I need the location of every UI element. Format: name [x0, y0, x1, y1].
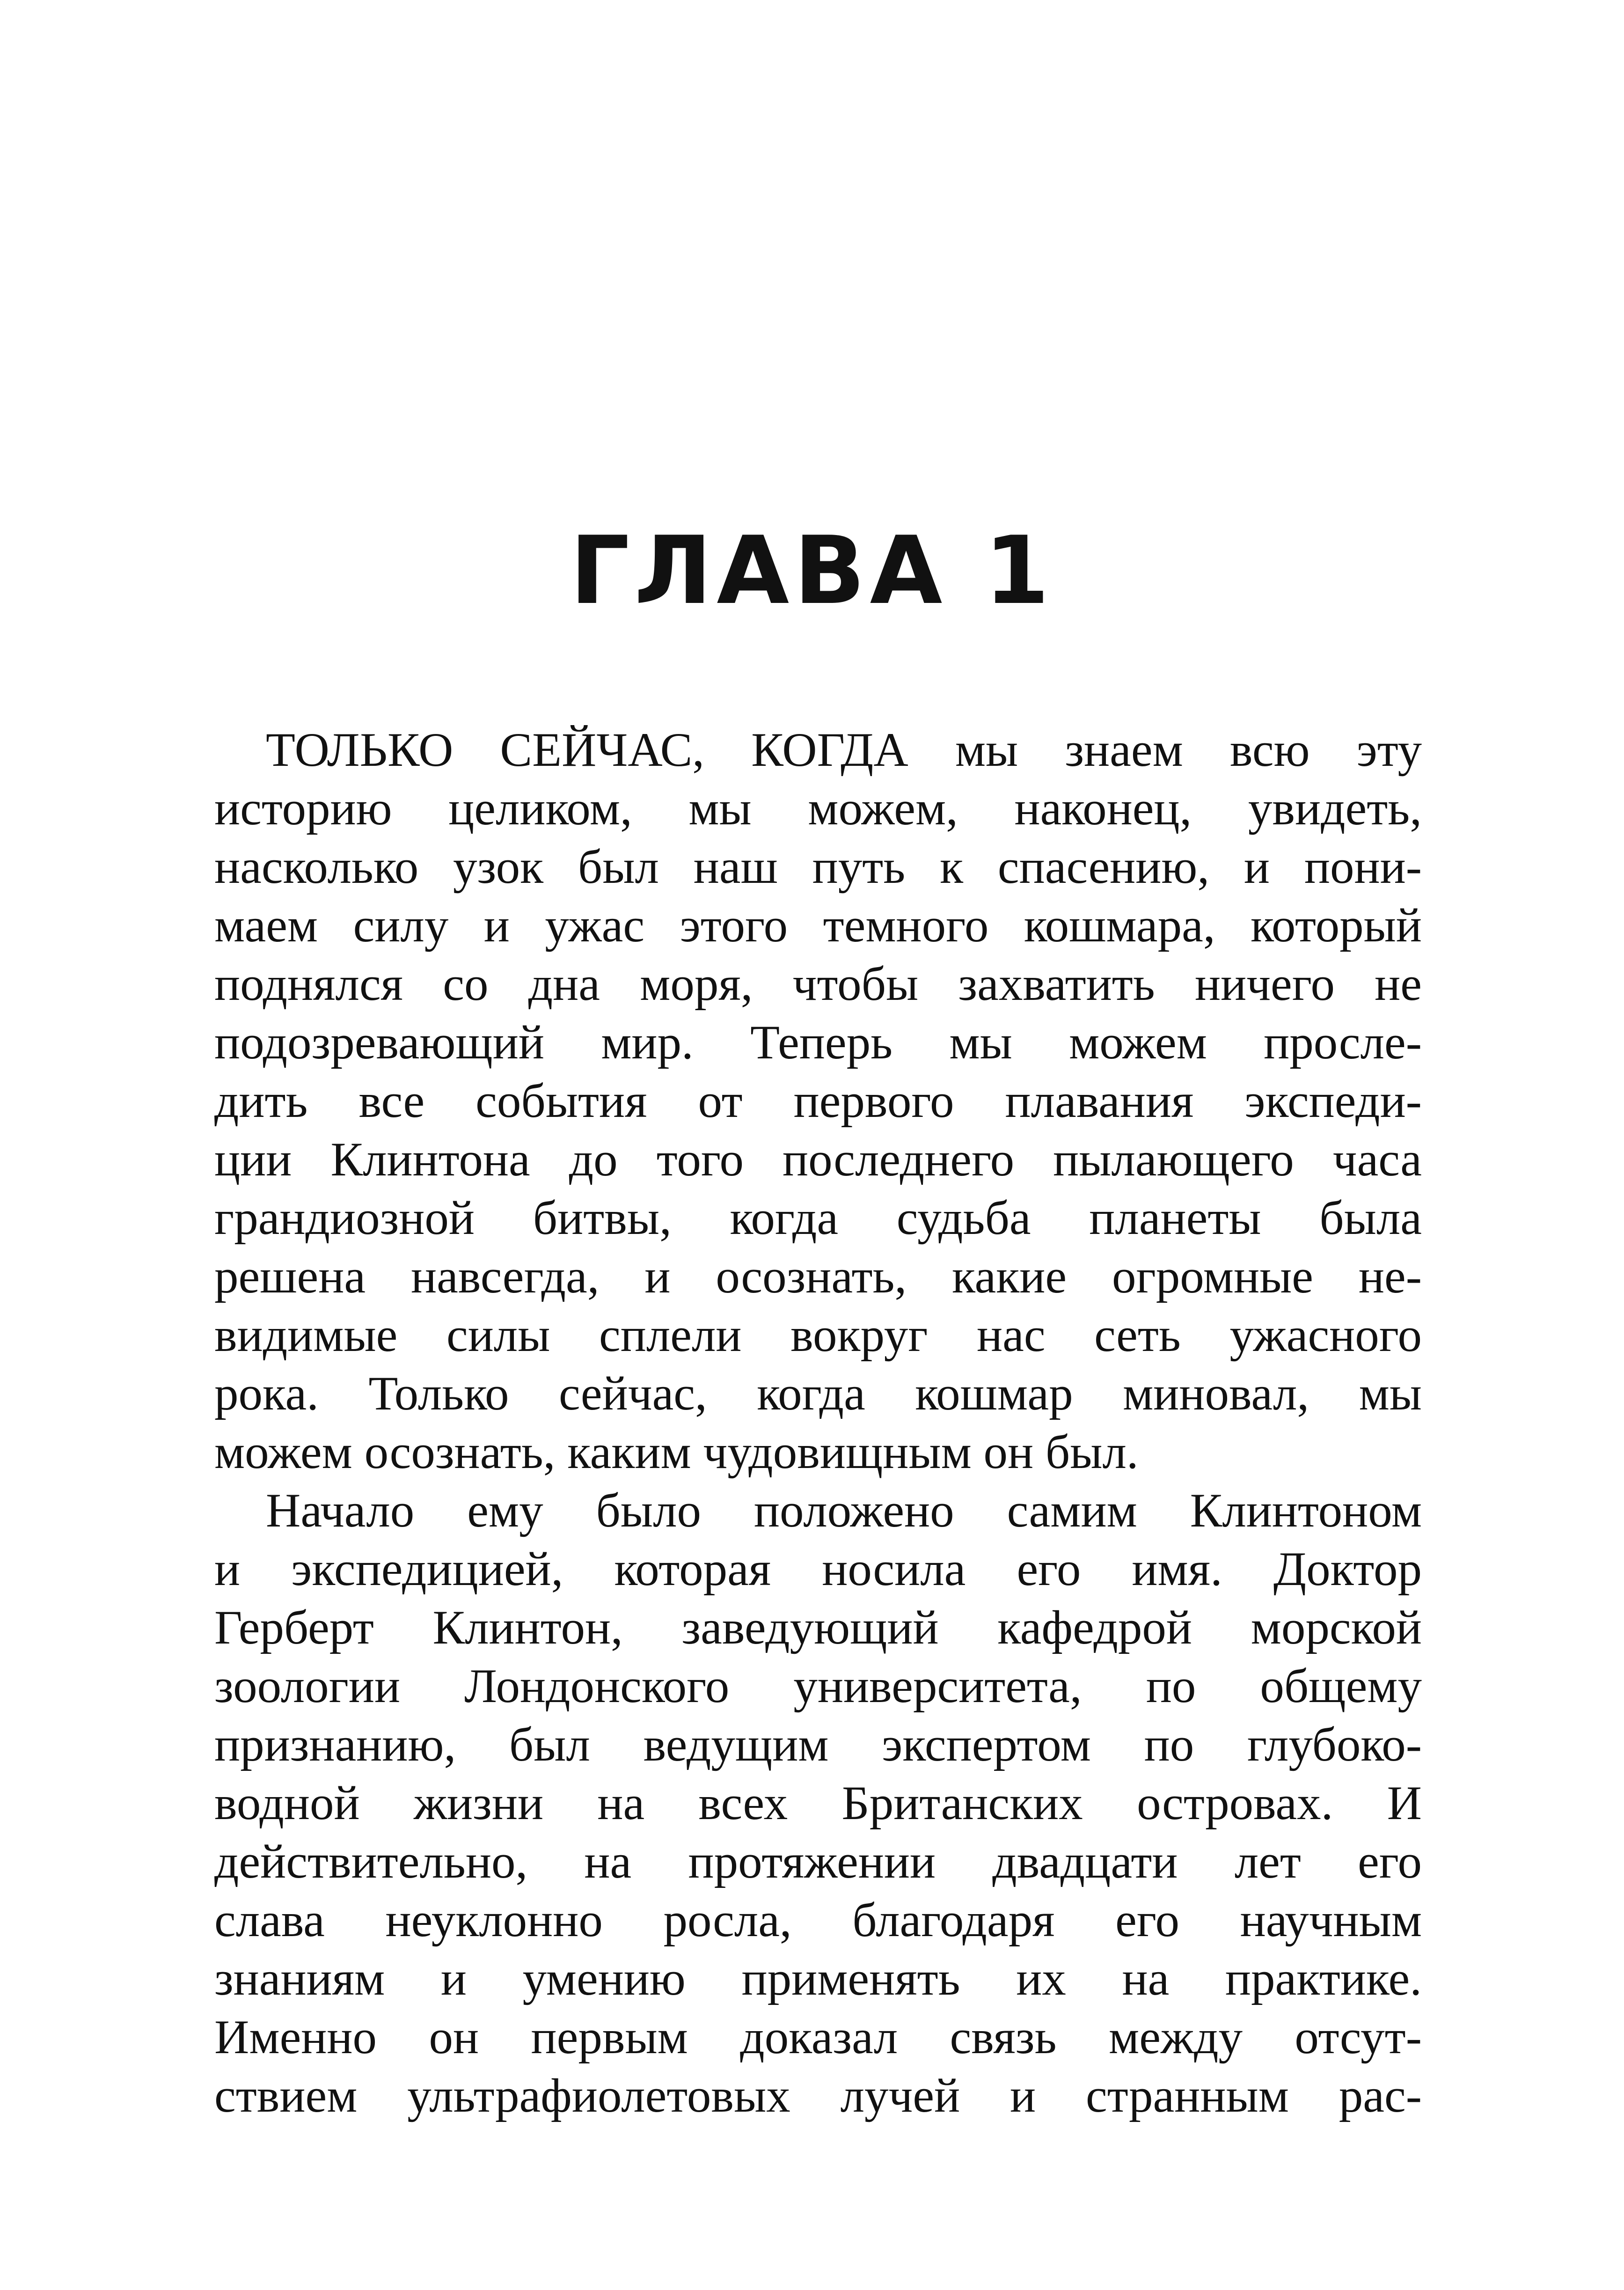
- text-line: Начало ему было положено самим Клинтоном: [266, 1484, 1422, 1537]
- text-line: поднялся со дна моря, чтобы захватить ничего не: [214, 957, 1422, 1011]
- text-line: признанию, был ведущим экспертом по глубоко-: [214, 1718, 1422, 1771]
- body-text: [214, 721, 1422, 2125]
- text-line: водной жизни на всех Британских островах. И: [214, 1776, 1422, 1830]
- text-line: видимые силы сплели вокруг нас сеть ужасного: [214, 1308, 1422, 1362]
- text-line: грандиозной битвы, когда судьба планеты была: [214, 1191, 1422, 1245]
- text-line: зоологии Лондонского университета, по общему: [214, 1659, 1422, 1713]
- text-line: Герберт Клинтон, заведующий кафедрой морской: [214, 1601, 1422, 1654]
- text-line: ции Клинтона до того последнего пылающего часа: [214, 1133, 1422, 1186]
- paragraph-2: [214, 1482, 1422, 2125]
- text-line: историю целиком, мы можем, наконец, увидеть,: [214, 782, 1422, 835]
- text-line: Именно он первым доказал связь между отсут-: [214, 2011, 1422, 2064]
- text-line: знаниям и умению применять их на практике.: [214, 1952, 1422, 2005]
- text-line: дить все события от первого плавания экспеди-: [214, 1074, 1422, 1128]
- text-line: насколько узок был наш путь к спасению, и пони-: [214, 840, 1422, 894]
- paragraph-1: [214, 721, 1422, 1482]
- text-line: ствием ультрафиолетовых лучей и странным рас-: [214, 2069, 1422, 2122]
- text-line: и экспедицией, которая носила его имя. Доктор: [214, 1542, 1422, 1596]
- text-line: рока. Только сейчас, когда кошмар миновал, мы: [214, 1367, 1422, 1420]
- text-line: подозревающий мир. Теперь мы можем просле-: [214, 1016, 1422, 1069]
- text-line: можем осознать, каким чудовищным он был.: [214, 1425, 1139, 1479]
- text-line: ТОЛЬКО СЕЙЧАС, КОГДА мы знаем всю эту: [266, 723, 1422, 777]
- text-line: слава неуклонно росла, благодаря его научным: [214, 1894, 1422, 1947]
- text-line: маем силу и ужас этого темного кошмара, который: [214, 899, 1422, 952]
- text-line: действительно, на протяжении двадцати лет его: [214, 1835, 1422, 1888]
- text-line: решена навсегда, и осознать, какие огромные не-: [214, 1250, 1422, 1303]
- chapter-title: ГЛАВА 1: [570, 516, 1054, 625]
